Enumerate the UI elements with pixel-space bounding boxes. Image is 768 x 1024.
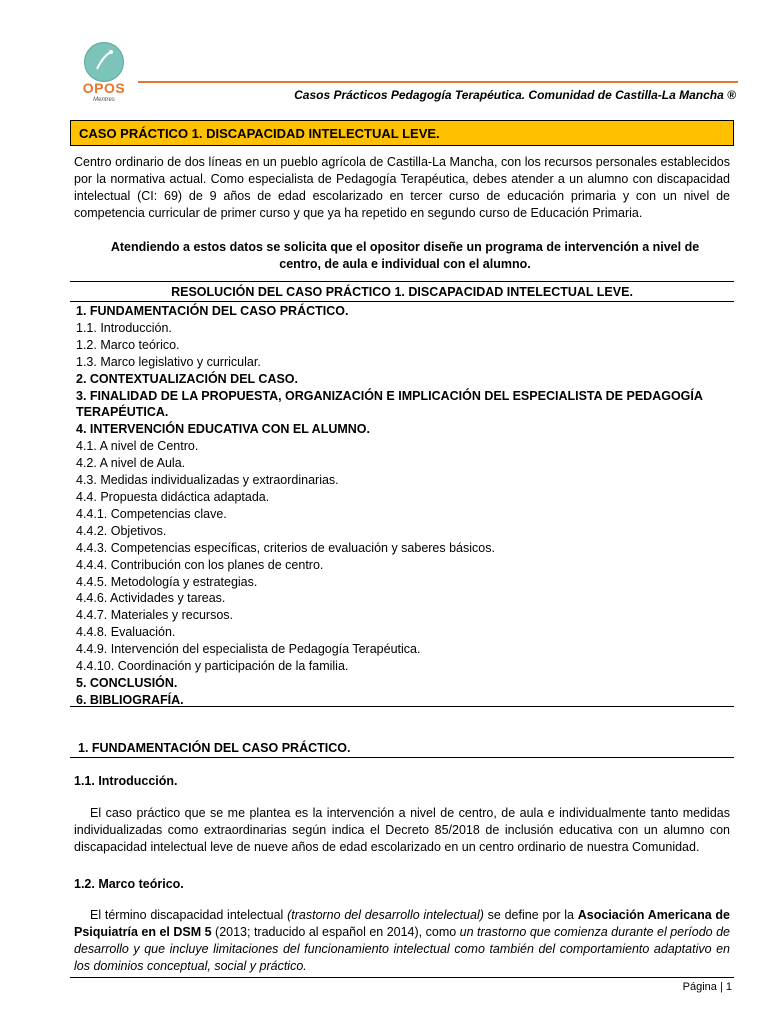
- toc-title: RESOLUCIÓN DEL CASO PRÁCTICO 1. DISCAPACIDAD INTELECTUAL LEVE.: [171, 285, 633, 299]
- toc-title-rule: [70, 301, 734, 302]
- toc-item: 4.4.3. Competencias específicas, criterios de evaluación y saberes básicos.: [76, 540, 495, 555]
- header-divider: [138, 81, 738, 83]
- toc-item: 4.4.4. Contribución con los planes de centro.: [76, 557, 324, 572]
- toc-item: 5. CONCLUSIÓN.: [76, 675, 178, 690]
- case-title-banner: [70, 120, 734, 146]
- logo-emblem-icon: [84, 42, 124, 82]
- theory-text-1: El término discapacidad intelectual: [90, 908, 288, 922]
- case-title: CASO PRÁCTICO 1. DISCAPACIDAD INTELECTUAL LEVE.: [79, 126, 440, 141]
- toc-item: 2. CONTEXTUALIZACIÓN DEL CASO.: [76, 371, 299, 386]
- theory-paragraph: [74, 907, 730, 975]
- introduction-paragraph: El caso práctico que se me plantea es la intervención a nivel de centro, de aula e individualmente tanto medidas individualizadas como extraordinarias según indica el Decreto 85/2018 de inclusión educativa con un alumno con discapacidad intelectual leve de nueve años de edad escolarizado en un centro ordinario de nuestra Comunidad.: [74, 806, 730, 854]
- toc-item: 4.4.8. Evaluación.: [76, 625, 176, 640]
- toc-item: 1.3. Marco legislativo y curricular.: [76, 354, 261, 369]
- toc-top-rule: [70, 281, 734, 282]
- toc-item: 4.4.7. Materiales y recursos.: [76, 608, 234, 623]
- toc-item: 4.4.10. Coordinación y participación de la familia.: [76, 659, 349, 674]
- theory-text-5: (2013; traducido al español en 2014), como: [211, 925, 460, 939]
- theory-text-4: Asociación Americana de Psiquiatría en el DSM 5: [74, 908, 730, 939]
- toc-item: 4.4.5. Metodología y estrategias.: [76, 574, 258, 589]
- toc-item: 4.4.9. Intervención del especialista de Pedagogía Terapéutica.: [76, 642, 421, 657]
- running-header: [294, 88, 736, 103]
- section-1-heading: 1. FUNDAMENTACIÓN DEL CASO PRÁCTICO.: [78, 741, 351, 755]
- toc-bottom-rule: [70, 706, 734, 707]
- footer-rule: [70, 977, 734, 978]
- theory-text-6: un trastorno que comienza durante el período de desarrollo y que incluye limitaciones del funcionamiento intelectual como también del comportamiento adaptativo en los dominios conceptual, social y práctico.: [74, 925, 731, 973]
- opos-logo: [78, 40, 130, 108]
- toc-item: 4.4. Propuesta didáctica adaptada.: [76, 489, 270, 504]
- running-header-text: Casos Prácticos Pedagogía Terapéutica. Comunidad de Castilla-La Mancha: [294, 88, 724, 102]
- theory-text-2: (trastorno del desarrollo intelectual): [287, 908, 484, 922]
- toc-item: 1. FUNDAMENTACIÓN DEL CASO PRÁCTICO.: [76, 304, 349, 318]
- case-description: Centro ordinario de dos líneas en un pueblo agrícola de Castilla-La Mancha, con los recursos personales establecidos por la normativa actual. Como especialista de Pedagogía Terapéutica, debes atender a un alumno con discapacidad intelectual (CI: 69) de 9 años de edad escolarizado en tercer curso de educación primaria y con un nivel de competencia curricular de primer curso y que ya ha repetido en segundo curso de Educación Primaria.: [74, 155, 730, 220]
- page-number: Página | 1: [682, 981, 732, 993]
- toc-item: 4.3. Medidas individualizadas y extraordinarias.: [76, 473, 339, 488]
- toc-item: 4.4.6. Actividades y tareas.: [76, 591, 226, 606]
- toc-list: [76, 303, 730, 709]
- section-1-rule: [70, 757, 734, 758]
- toc-item: 4. INTERVENCIÓN EDUCATIVA CON EL ALUMNO.: [76, 422, 371, 437]
- logo-wordmark: OPOS: [82, 80, 126, 96]
- toc-item: 1.1. Introducción.: [76, 320, 172, 335]
- toc-item: 3. FINALIDAD DE LA PROPUESTA, ORGANIZACIÓN E IMPLICACIÓN DEL ESPECIALISTA DE PEDAGOGÍA TERAPÉUTICA.: [76, 388, 703, 420]
- toc-item: 1.2. Marco teórico.: [76, 337, 180, 352]
- subsection-1-1-heading: 1.1. Introducción.: [74, 774, 178, 788]
- logo-tagline: Mentres: [93, 97, 115, 103]
- toc-item: 4.4.1. Competencias clave.: [76, 506, 227, 521]
- toc-item: 4.1. A nivel de Centro.: [76, 439, 199, 454]
- toc-item: 4.2. A nivel de Aula.: [76, 456, 186, 471]
- case-request: Atendiendo a estos datos se solicita que el opositor diseñe un programa de intervención a nivel de centro, de aula e individual con el alumno.: [110, 240, 700, 271]
- toc-item: 6. BIBLIOGRAFÍA.: [76, 692, 184, 707]
- registered-mark: ®: [727, 88, 736, 102]
- toc-item: 4.4.2. Objetivos.: [76, 523, 167, 538]
- subsection-1-2-heading: 1.2. Marco teórico.: [74, 877, 184, 891]
- theory-text-3: se define por la: [483, 908, 578, 922]
